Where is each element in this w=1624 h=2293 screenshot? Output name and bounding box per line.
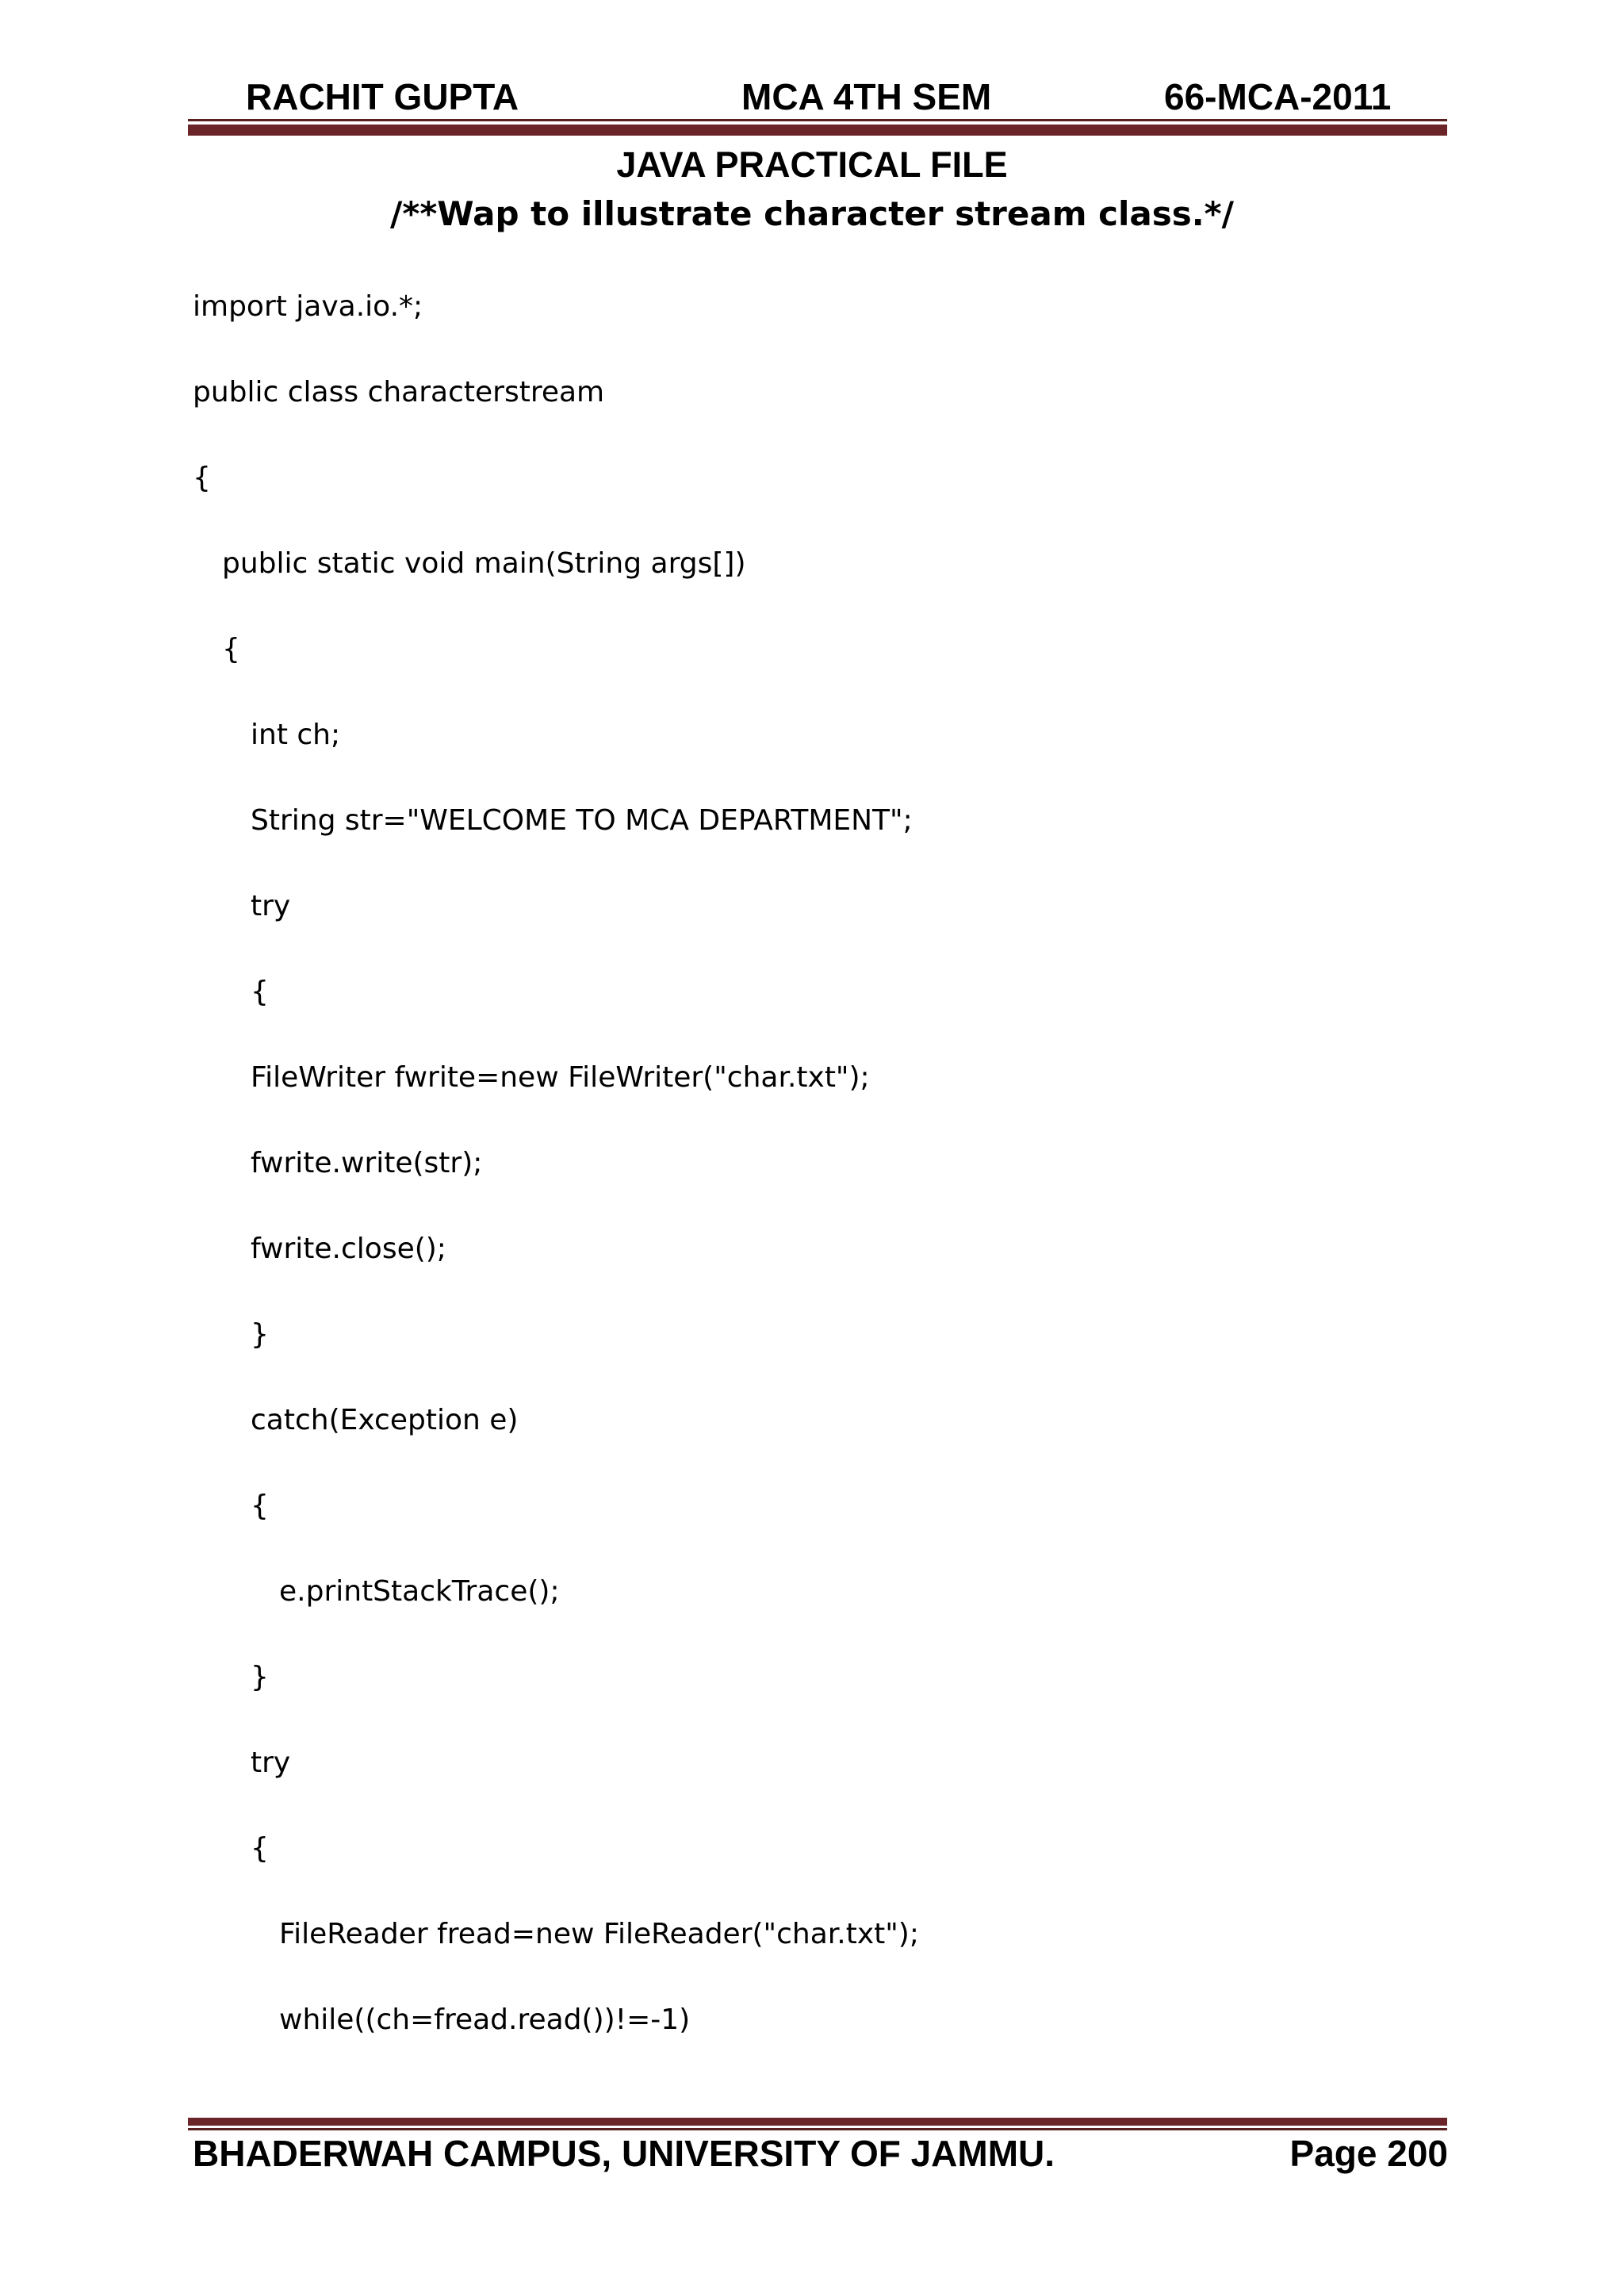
code-line: FileReader fread=new FileReader("char.txt"); bbox=[279, 1918, 919, 1950]
footer-campus: BHADERWAH CAMPUS, UNIVERSITY OF JAMMU. bbox=[193, 2133, 1055, 2174]
header-rule-thick bbox=[188, 125, 1447, 136]
header-student-name: RACHIT GUPTA bbox=[246, 76, 519, 117]
footer-rule-thick bbox=[188, 2118, 1447, 2126]
code-line: } bbox=[251, 1318, 269, 1351]
header-roll-number: 66-MCA-2011 bbox=[1164, 76, 1392, 117]
code-line: try bbox=[251, 890, 291, 922]
footer-page-number: Page 200 bbox=[1289, 2133, 1448, 2174]
code-line: String str="WELCOME TO MCA DEPARTMENT"; bbox=[251, 804, 913, 837]
code-line: { bbox=[251, 1490, 269, 1522]
code-line: public class characterstream bbox=[193, 376, 605, 408]
code-line: try bbox=[251, 1747, 291, 1779]
code-line: } bbox=[251, 1661, 269, 1693]
code-line: fwrite.close(); bbox=[251, 1233, 446, 1265]
header-semester: MCA 4TH SEM bbox=[741, 76, 992, 117]
code-line: { bbox=[193, 462, 211, 494]
code-line: { bbox=[251, 1832, 269, 1865]
code-line: e.printStackTrace(); bbox=[279, 1575, 560, 1608]
code-line: fwrite.write(str); bbox=[251, 1147, 483, 1179]
code-line: while((ch=fread.read())!=-1) bbox=[279, 2003, 691, 2036]
code-line: { bbox=[222, 633, 240, 665]
code-line: int ch; bbox=[251, 719, 341, 751]
code-line: public static void main(String args[]) bbox=[222, 547, 746, 580]
document-subtitle: /**Wap to illustrate character stream class.*/ bbox=[390, 194, 1234, 233]
code-line: { bbox=[251, 976, 269, 1008]
code-line: import java.io.*; bbox=[193, 290, 423, 323]
code-line: catch(Exception e) bbox=[251, 1404, 519, 1436]
code-line: FileWriter fwrite=new FileWriter("char.txt"); bbox=[251, 1061, 870, 1094]
header-rule-thin bbox=[188, 119, 1447, 121]
document-title: JAVA PRACTICAL FILE bbox=[616, 144, 1008, 185]
